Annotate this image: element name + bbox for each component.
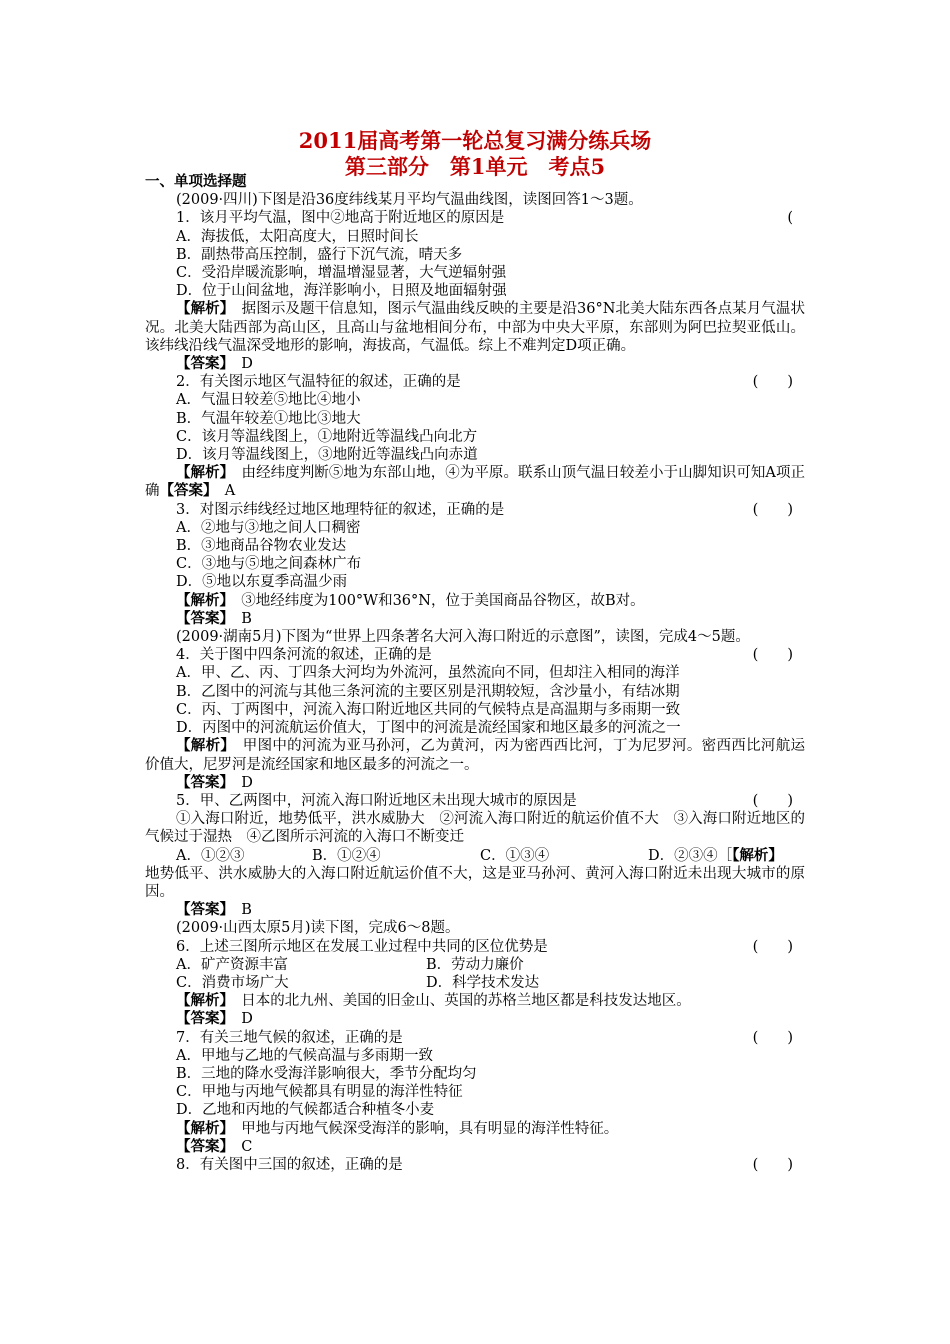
analysis: 【解析】 日本的北九州、美国的旧金山、英国的苏格兰地区都是科技发达地区。: [176, 992, 691, 1010]
option: C．该月等温线图上，①地附近等温线凸向北方: [176, 428, 478, 445]
answer: 【答案】 D: [176, 773, 253, 791]
option: A．②地与③地之间人口稠密: [176, 519, 361, 536]
analysis: 【解析】 甲地与丙地气候深受海洋的影响，具有明显的海洋性特征。: [176, 1119, 619, 1137]
question-stem: 3．对图示纬线经过地区地理特征的叙述，正确的是 ( ): [176, 501, 793, 518]
document-body: [145, 173, 805, 1174]
options-row: A．①②③ B．①②④ C．①③④ D．②③④［【解析】: [176, 846, 783, 864]
option: D．⑤地以东夏季高温少雨: [176, 574, 348, 591]
question-stem: 8．有关图中三国的叙述，正确的是 ( ): [176, 1156, 793, 1173]
intro-text: (2009·四川)下图是沿36度纬线某月平均气温曲线图，读图回答1～3题。: [176, 192, 643, 209]
option: A．甲地与乙地的气候高温与多雨期一致: [176, 1047, 433, 1064]
document-title: 2011届高考第一轮总复习满分练兵场: [298, 128, 652, 153]
option: C．①③④: [480, 847, 550, 864]
option: B．乙图中的河流与其他三条河流的主要区别是汛期较短，含沙量小，有结冰期: [176, 683, 680, 700]
option: D．乙地和丙地的气候都适合种植冬小麦: [176, 1102, 435, 1119]
analysis: 地势低平、洪水威胁大的入海口附近航运价值不大，这是亚马孙河、黄河入海口附近未出现大城市的原因。: [145, 865, 805, 900]
option: C．甲地与丙地气候都具有明显的海洋性特征: [176, 1084, 463, 1101]
option: C．丙、丁两图中，河流入海口附近地区共同的气候特点是高温期与多雨期一致: [176, 701, 681, 718]
question-statements: ①入海口附近，地势低平，洪水威胁大 ②河流入海口附近的航运价值不大 ③入海口附近地区的气候过于湿热 ④乙图所示河流的入海口不断变迁: [145, 811, 805, 846]
option: B．气温年较差①地比③地大: [176, 410, 361, 427]
option: B．①②④: [312, 847, 381, 864]
analysis: 【解析】 据图示及题干信息知，图示气温曲线反映的主要是沿36°N北美大陆东西各点某月气温状况。北美大陆西部为高山区，且高山与盆地相间分布，中部为中央大平原，东部则为阿巴拉契亚低山。该纬线沿线气温深受地形的影响，海拔高，气温低。综上不难判定D项正确。: [145, 300, 805, 354]
option: C．③地与⑤地之间森林广布: [176, 556, 362, 573]
question-stem: 6．上述三图所示地区在发展工业过程中共同的区位优势是 ( ): [176, 938, 793, 955]
intro-text: (2009·山西太原5月)读下图，完成6～8题。: [176, 920, 460, 937]
answer: 【答案】 D: [176, 355, 253, 373]
answer: 【答案】 B: [176, 609, 252, 627]
answer: 【答案】 C: [176, 1137, 253, 1155]
answer: 【答案】 B: [176, 901, 252, 919]
intro-text: (2009·湖南5月)下图为“世界上四条著名大河入海口附近的示意图”，读图，完成4～5题。: [176, 629, 750, 646]
analysis: 【解析】 ③地经纬度为100°W和36°N，位于美国商品谷物区，故B对。: [176, 591, 645, 609]
option: B．③地商品谷物农业发达: [176, 538, 347, 555]
option: A．甲、乙、丙、丁四条大河均为外流河，虽然流向不同，但却注入相同的海洋: [176, 665, 680, 682]
analysis: 【解析】 甲图中的河流为亚马孙河，乙为黄河，丙为密西西比河，丁为尼罗河。密西西比河航运价值大，尼罗河是流经国家和地区最多的河流之一。: [145, 737, 806, 773]
option: C．消费市场广大: [176, 974, 289, 991]
options-row: [145, 974, 805, 992]
question-stem: 1．该月平均气温，图中②地高于附近地区的原因是 (: [176, 210, 793, 227]
question-stem: 5．甲、乙两图中，河流入海口附近地区未出现大城市的原因是 ( ): [176, 792, 793, 809]
option: D．该月等温线图上，③地附近等温线凸向赤道: [176, 447, 478, 464]
document-subtitle: 第三部分 第1单元 考点5: [344, 154, 606, 179]
option: B．副热带高压控制，盛行下沉气流，晴天多: [176, 246, 463, 263]
section-heading: 一、单项选择题: [145, 173, 247, 190]
options-row: [145, 956, 805, 974]
option: D．②③④: [648, 847, 718, 864]
option: A．①②③: [176, 847, 245, 864]
option: A．矿产资源丰富: [176, 956, 288, 973]
option: C．受沿岸暖流影响，增温增湿显著，大气逆辐射强: [176, 265, 507, 282]
answer: 【答案】 D: [176, 1010, 253, 1028]
question-stem: 2．有关图示地区气温特征的叙述，正确的是 ( ): [176, 374, 793, 391]
option: B．劳动力廉价: [426, 956, 524, 973]
option: D．位于山间盆地，海洋影响小，日照及地面辐射强: [176, 283, 507, 300]
option: A．海拔低，太阳高度大，日照时间长: [176, 228, 419, 245]
option: B．三地的降水受海洋影响很大，季节分配均匀: [176, 1065, 477, 1082]
question-stem: 7．有关三地气候的叙述，正确的是 ( ): [176, 1029, 793, 1046]
option: A．气温日较差⑤地比④地小: [176, 392, 361, 409]
question-stem: 4．关于图中四条河流的叙述，正确的是 ( ): [176, 647, 793, 664]
option: D．丙图中的河流航运价值大，丁图中的河流是流经国家和地区最多的河流之一: [176, 720, 681, 737]
option: D．科学技术发达: [426, 974, 540, 991]
analysis: 【解析】 由经纬度判断⑤地为东部山地，④为平原。联系山顶气温日较差小于山脚知识可知A项正确【答案】 A: [145, 464, 806, 500]
